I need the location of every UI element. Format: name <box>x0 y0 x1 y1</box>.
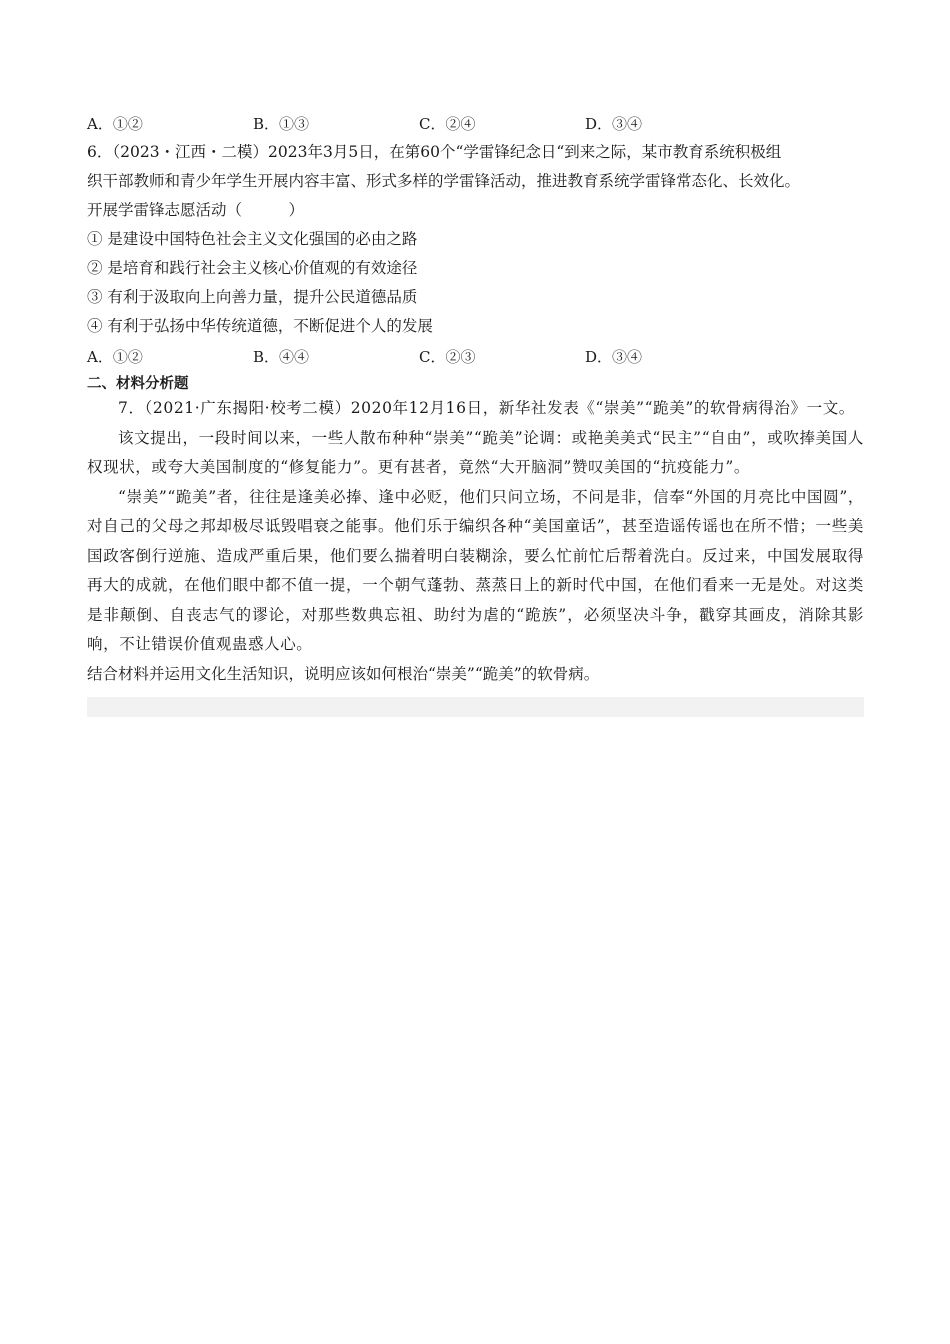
q7-intro: 7．（2021·广东揭阳·校考二模）2020年12月16日，新华社发表《“崇美”“跪美”的软骨病得治》一文。 <box>118 399 855 417</box>
q6-stem-line-3: 开展学雷锋志愿活动（ ） <box>87 201 305 219</box>
q6-item-3: ③ 有利于汲取向上向善力量，提升公民道德品质 <box>87 288 418 306</box>
q6-item-2: ② 是培育和践行社会主义核心价值观的有效途径 <box>87 259 418 277</box>
q6-option-b[interactable]: B．④④ <box>253 347 310 366</box>
q6-item-4: ④ 有利于弘扬中华传统道德，不断促进个人的发展 <box>87 317 433 335</box>
q5-option-d[interactable]: D．③④ <box>585 114 643 133</box>
q6-option-c[interactable]: C．②③ <box>419 347 476 366</box>
q5-option-c[interactable]: C．②④ <box>419 114 476 133</box>
q5-options <box>87 108 864 138</box>
q5-option-a[interactable]: A．①② <box>87 114 143 133</box>
question-6 <box>87 138 864 371</box>
q7-material-paragraph-1: 该文提出，一段时间以来，一些人散布种种“崇美”“跪美”论调：或艳美美式“民主”“自由”，或吹捧美国人权现状，或夸大美国制度的“修复能力”。更有甚者，竟然“大开脑洞”赞叹美国的“抗疫能力”。 <box>87 428 864 476</box>
q6-item-1: ① 是建设中国特色社会主义文化强国的必由之路 <box>87 230 418 248</box>
section-2-title: 二、材料分析题 <box>87 376 189 392</box>
q6-option-a[interactable]: A．①② <box>87 347 143 366</box>
q6-options <box>87 341 864 371</box>
q7-question: 结合材料并运用文化生活知识，说明应该如何根治“崇美”“跪美”的软骨病。 <box>87 664 600 683</box>
answer-area[interactable] <box>87 697 864 717</box>
document-page <box>87 108 864 717</box>
q7-material-paragraph-2: “崇美”“跪美”者，往往是逢美必捧、逢中必贬，他们只问立场，不问是非，信奉“外国的月亮比中国圆”，对自己的父母之邦却极尽诋毁唱衰之能事。他们乐于编织各种“美国童话”，甚至造谣传谣也在所不惜；一些美国政客倒行逆施、造成严重后果，他们要么揣着明白装糊涂，要么忙前忙后帮着洗白。反过来，中国发展取得再大的成就，在他们眼中都不值一提，一个朝气蓬勃、蒸蒸日上的新时代中国，在他们看来一无是处。对这类是非颠倒、自丧志气的谬论，对那些数典忘祖、助纣为虐的“跪族”，必须坚决斗争，戳穿其画皮，消除其影响，不让错误价值观蛊惑人心。 <box>87 487 864 653</box>
q6-stem-line-1: 6．（2023・江西・二模）2023年3月5日，在第60个“学雷锋纪念日“到来之际，某市教育系统积极组 <box>87 143 782 161</box>
q5-option-b[interactable]: B．①③ <box>253 114 310 133</box>
question-7 <box>87 394 864 717</box>
q6-stem-line-2: 织干部教师和青少年学生开展内容丰富、形式多样的学雷锋活动，推进教育系统学雷锋常态化、长效化。 <box>87 172 801 190</box>
q6-option-d[interactable]: D．③④ <box>585 347 643 366</box>
